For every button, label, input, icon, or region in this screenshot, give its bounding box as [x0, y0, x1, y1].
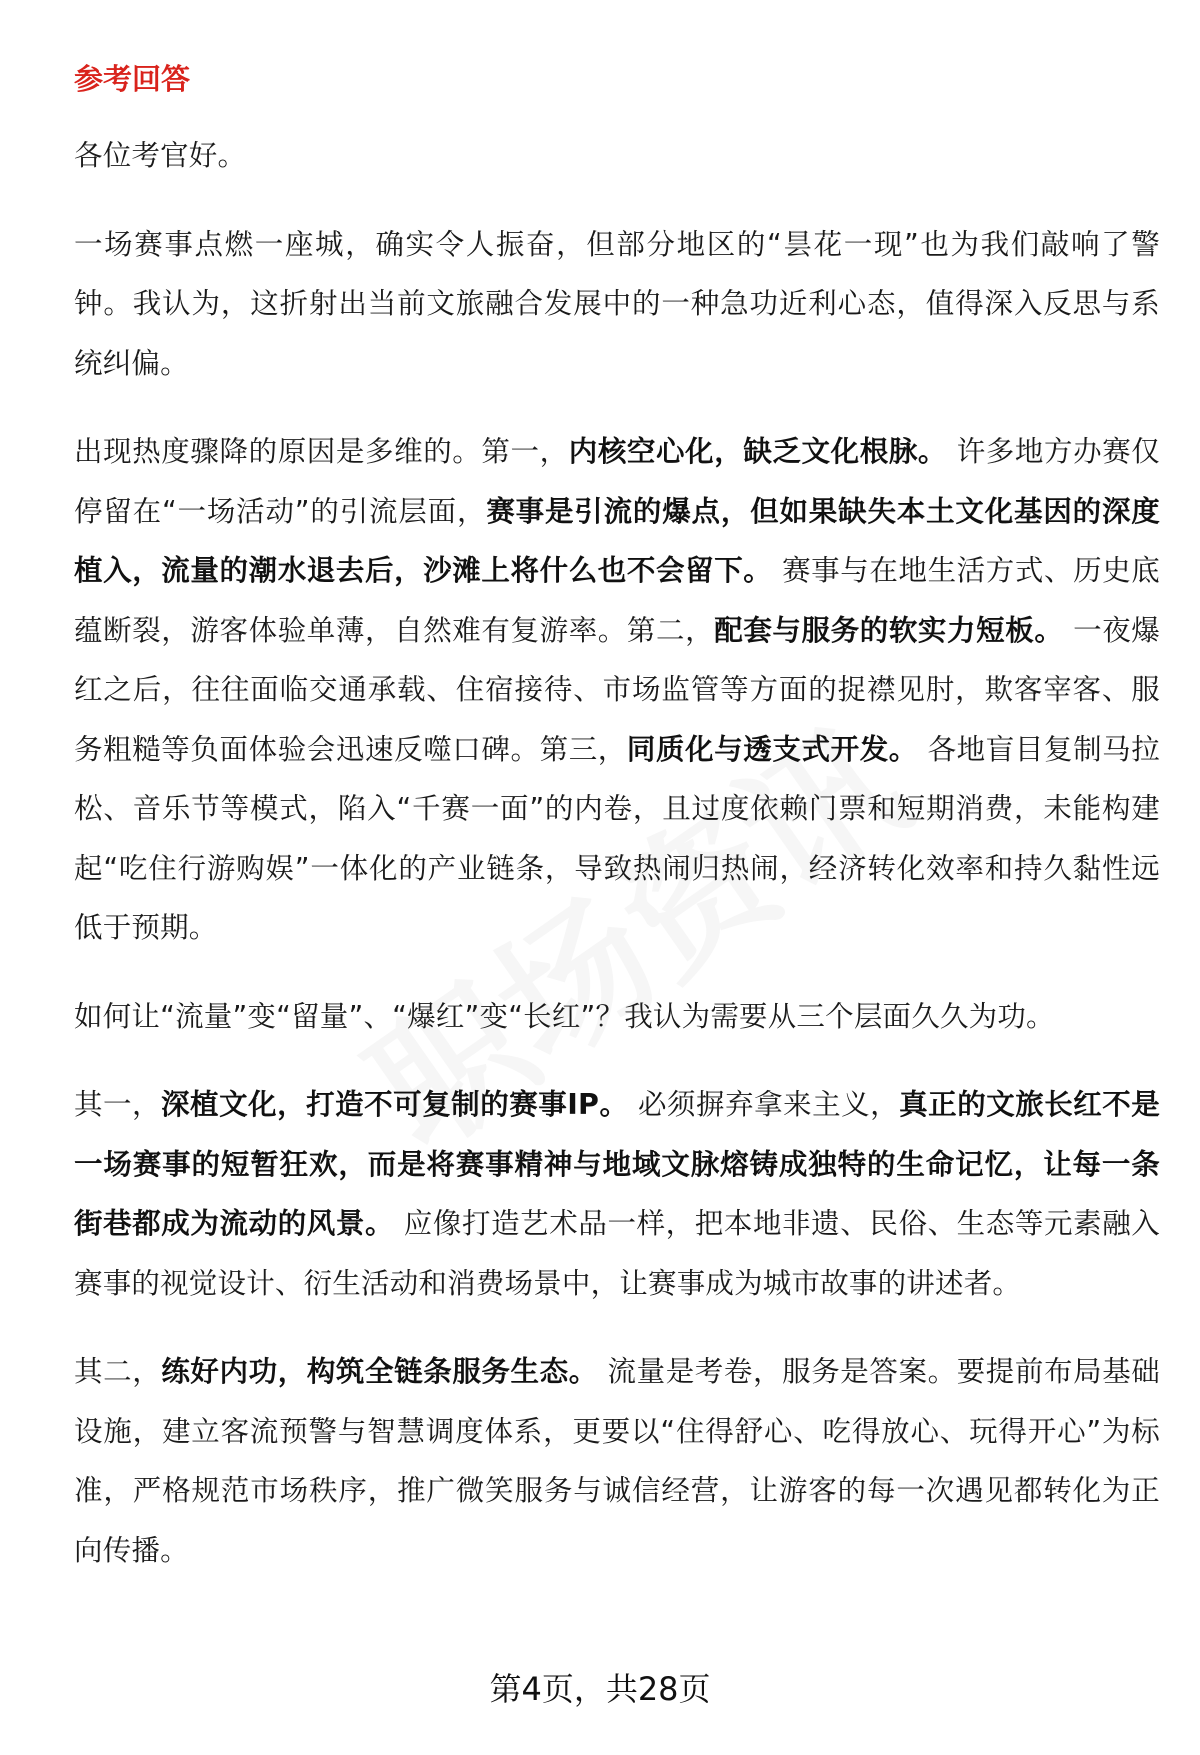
- bold-text-run: 赛事是引流的爆点，但如果缺失本土文化基因的深度植入，流量的潮水退去后，沙滩上将什么也不会留下。: [74, 494, 1161, 587]
- text-run: 应像打造艺术品一样，把本地非遗、民俗、生态等元素融入赛事的视觉设计、衍生活动和消费场景中，让赛事成为城市故事的讲述者。: [74, 1207, 1160, 1300]
- text-run: 一场赛事点燃一座城，确实令人振奋，但部分地区的“昙花一现”也为我们敲响了警钟。我认为，这折射出当前文旅融合发展中的一种急功近利心态，值得深入反思与系统纠偏。: [74, 227, 1160, 380]
- text-run: 出现热度骤降的原因是多维的。第一，: [74, 435, 569, 468]
- page-number: 第4页，共28页: [489, 1670, 711, 1708]
- paragraph-6: [74, 1342, 1160, 1580]
- answer-body: [74, 54, 1160, 1609]
- bold-text-run: 同质化与透支式开发。: [626, 732, 918, 766]
- bold-text-run: 内核空心化，缺乏文化根脉。: [568, 435, 948, 468]
- paragraph-5: [74, 1075, 1160, 1313]
- text-run: 一夜爆红之后，往往面临交通承载、住宿接待、市场监管等方面的捉襟见肘，欺客宰客、服务粗糙等负面体验会迅速反噬口碑。第三，: [74, 613, 1160, 766]
- text-run: 各位考官好。: [74, 139, 247, 172]
- paragraph-4: [74, 987, 1160, 1047]
- text-run: 许多地方办赛仅停留在“一场活动”的引流层面，: [74, 435, 1160, 528]
- text-run: 其一，: [74, 1088, 162, 1121]
- text-run: 各地盲目复制马拉松、音乐节等模式，陷入“千赛一面”的内卷，且过度依赖门票和短期消费，未能构建起“吃住行游购娱”一体化的产业链条，导致热闹归热闹，经济转化效率和持久黏性远低于预期。: [74, 732, 1160, 944]
- bold-text-run: 真正的文旅长红不是一场赛事的短暂狂欢，而是将赛事精神与地域文脉熔铸成独特的生命记忆，让每一条街巷都成为流动的风景。: [74, 1088, 1160, 1240]
- text-run: 其二，: [74, 1355, 162, 1388]
- bold-text-run: 配套与服务的软实力短板。: [714, 613, 1064, 647]
- text-run: 流量是考卷，服务是答案。要提前布局基础设施，建立客流预警与智慧调度体系，更要以“住得舒心、吃得放心、玩得开心”为标准，严格规范市场秩序，推广微笑服务与诚信经营，让游客的每一次遇见都转化为正向传播。: [74, 1355, 1160, 1567]
- paragraph-1: [74, 126, 1160, 186]
- text-run: 必须摒弃拿来主义，: [628, 1088, 900, 1121]
- bold-text-run: 练好内功，构筑全链条服务生态。: [161, 1355, 598, 1388]
- bold-text-run: 深植文化，打造不可复制的赛事IP。: [161, 1088, 629, 1121]
- section-heading: 参考回答: [74, 62, 191, 96]
- text-run: 赛事与在地生活方式、历史底蕴断裂，游客体验单薄，自然难有复游率。第二，: [74, 554, 1160, 647]
- paragraph-3: [74, 422, 1160, 958]
- paragraph-2: [74, 215, 1160, 394]
- text-run: 如何让“流量”变“留量”、“爆红”变“长红”？我认为需要从三个层面久久为功。: [74, 999, 1055, 1033]
